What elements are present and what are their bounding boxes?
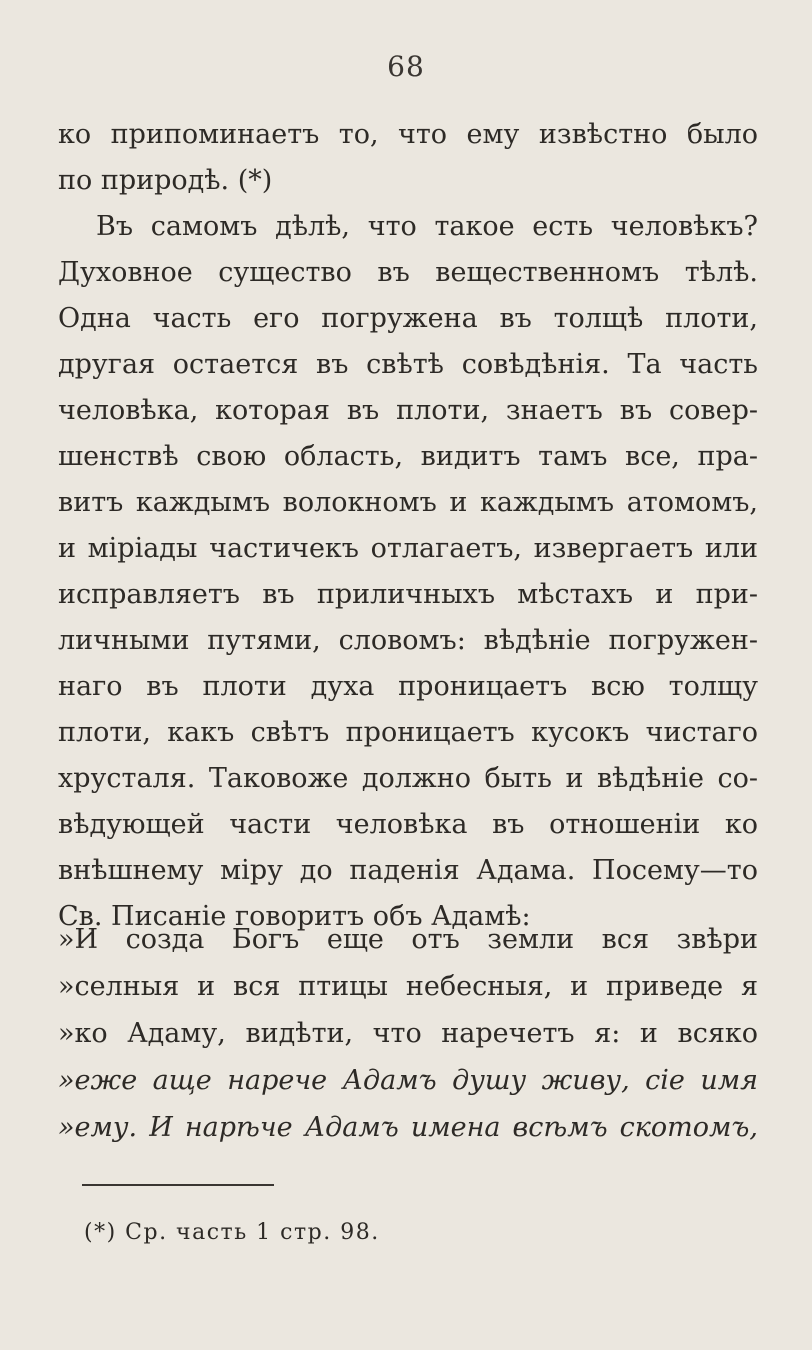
quote-line: »ко Адаму, видѣти, что наречетъ я: и всяко [58,1018,758,1049]
quote-line: »ему. И нарѣче Адамъ имена всѣмъ скотомъ, [58,1112,758,1143]
page-number: 68 [387,50,425,83]
text-line: вѣдующей части человѣка въ отношеніи ко [58,809,758,840]
body-text [58,112,758,940]
footnote: (*) Ср. часть 1 стр. 98. [84,1220,380,1245]
text-line: и міріады частичекъ отлагаетъ, извергаетъ или [58,533,758,564]
text-line: личными путями, словомъ: вѣдѣніе погружен- [58,625,758,656]
text-line: исправляетъ въ приличныхъ мѣстахъ и при- [58,579,758,610]
text-line: Одна часть его погружена въ толщѣ плоти, [58,303,758,334]
quote-line: »еже аще нарече Адамъ душу живу, сіе имя [58,1065,758,1096]
footnote-divider [82,1184,274,1186]
text-line: наго въ плоти духа проницаетъ всю толщу [58,671,758,702]
scripture-quote [58,916,758,1151]
text-line: хрусталя. Таковоже должно быть и вѣдѣніе со- [58,763,758,794]
text-line: ко припоминаетъ то, что ему извѣстно было [58,119,758,150]
text-line: Св. Писаніе говоритъ объ Адамѣ: [58,901,531,932]
quote-line: »И созда Богъ еще отъ земли вся звѣри [58,924,758,955]
text-line: другая остается въ свѣтѣ совѣдѣнія. Та часть [58,349,758,380]
text-line: внѣшнему міру до паденія Адама. Посему—то [58,855,758,886]
text-line: Въ самомъ дѣлѣ, что такое есть человѣкъ? [96,211,758,242]
text-line: плоти, какъ свѣтъ проницаетъ кусокъ чистаго [58,717,758,748]
text-line: по природѣ. (*) [58,165,273,196]
text-line: Духовное существо въ вещественномъ тѣлѣ. [58,257,758,288]
text-line: человѣка, которая въ плоти, знаетъ въ совер- [58,395,758,426]
text-line: шенствѣ свою область, видитъ тамъ все, пра- [58,441,758,472]
text-line: витъ каждымъ волокномъ и каждымъ атомомъ, [58,487,758,518]
quote-line: »селныя и вся птицы небесныя, и приведе я [58,971,758,1002]
